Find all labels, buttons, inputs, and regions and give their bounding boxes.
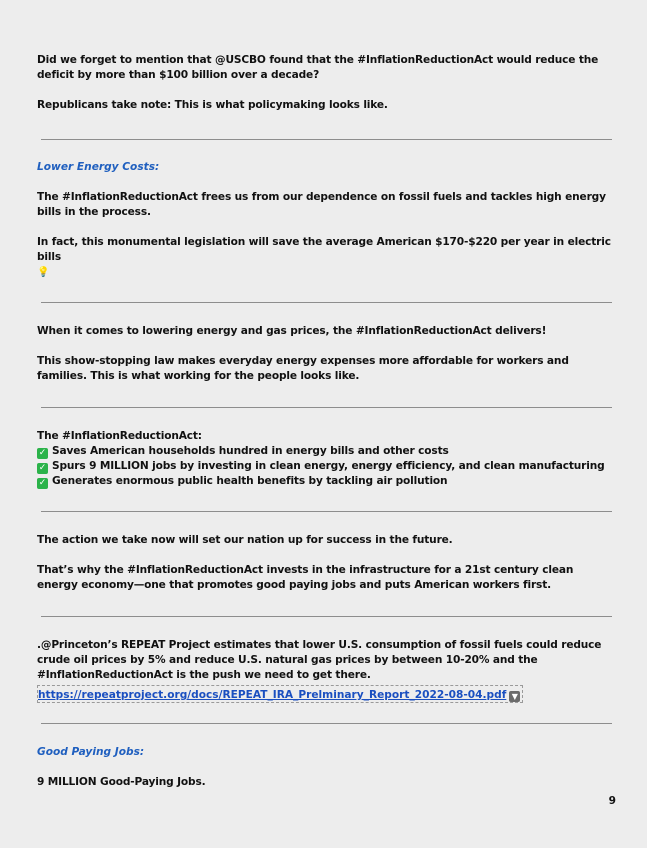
list-item bbox=[37, 459, 617, 474]
list-item-text: Saves American households hundred in energy bills and other costs bbox=[52, 445, 449, 457]
paragraph-electric-bills-text: In fact, this monumental legislation will save the average American $170-$220 per year in electric bills bbox=[37, 236, 611, 263]
paragraph-show-stopping: This show-stopping law makes everyday energy expenses more affordable for workers and families. This is what working for the people looks like. bbox=[37, 355, 569, 382]
paragraph-infrastructure: That’s why the #InflationReductionAct invests in the infrastructure for a 21st century clean energy economy—one that promotes good paying jobs and puts American workers first. bbox=[37, 564, 574, 591]
chevron-down-icon[interactable]: ▼ bbox=[509, 691, 520, 702]
smart-chip-link[interactable] bbox=[37, 685, 523, 703]
paragraph-princeton-repeat: .@Princeton’s REPEAT Project estimates that lower U.S. consumption of fossil fuels could reduce crude oil prices by 5% and reduce U.S. natural gas prices by between 10-20% and the #InflationReductionAct is the push we need to get there. bbox=[37, 639, 602, 681]
page-content bbox=[37, 53, 617, 790]
check-mark-emoji-icon: ✓ bbox=[38, 448, 47, 458]
heading-good-paying-jobs: Good Paying Jobs: bbox=[37, 746, 145, 758]
paragraph-fossil-fuels: The #InflationReductionAct frees us from our dependence on fossil fuels and tackles high energy bills in the process. bbox=[37, 191, 606, 218]
paragraph-republicans: Republicans take note: This is what policymaking looks like. bbox=[37, 99, 388, 111]
repeat-report-link[interactable]: https://repeatproject.org/docs/REPEAT_IRA_Prelminary_Report_2022-08-04.pdf bbox=[38, 689, 507, 701]
list-item bbox=[37, 444, 617, 459]
list-title: The #InflationReductionAct: bbox=[37, 430, 202, 442]
light-bulb-emoji-icon: 💡 bbox=[37, 267, 50, 278]
list-item-text: Spurs 9 MILLION jobs by investing in clean energy, energy efficiency, and clean manufacturing bbox=[52, 460, 605, 472]
paragraph-ira-delivers: When it comes to lowering energy and gas prices, the #InflationReductionAct delivers! bbox=[37, 325, 547, 337]
paragraph-nine-million-jobs: 9 MILLION Good-Paying Jobs. bbox=[37, 776, 206, 788]
check-mark-emoji-icon: ✓ bbox=[38, 478, 47, 488]
check-mark-emoji-icon: ✓ bbox=[38, 463, 47, 473]
heading-lower-energy-costs: Lower Energy Costs: bbox=[37, 161, 160, 173]
list-item bbox=[37, 474, 617, 489]
page-number: 9 bbox=[608, 795, 616, 807]
paragraph-electric-bills bbox=[37, 235, 617, 280]
list-item-text: Generates enormous public health benefits by tackling air pollution bbox=[52, 475, 448, 487]
paragraph-action-now: The action we take now will set our nation up for success in the future. bbox=[37, 534, 453, 546]
paragraph-cbo-deficit: Did we forget to mention that @USCBO found that the #InflationReductionAct would reduce the deficit by more than $100 billion over a decade? bbox=[37, 54, 599, 81]
